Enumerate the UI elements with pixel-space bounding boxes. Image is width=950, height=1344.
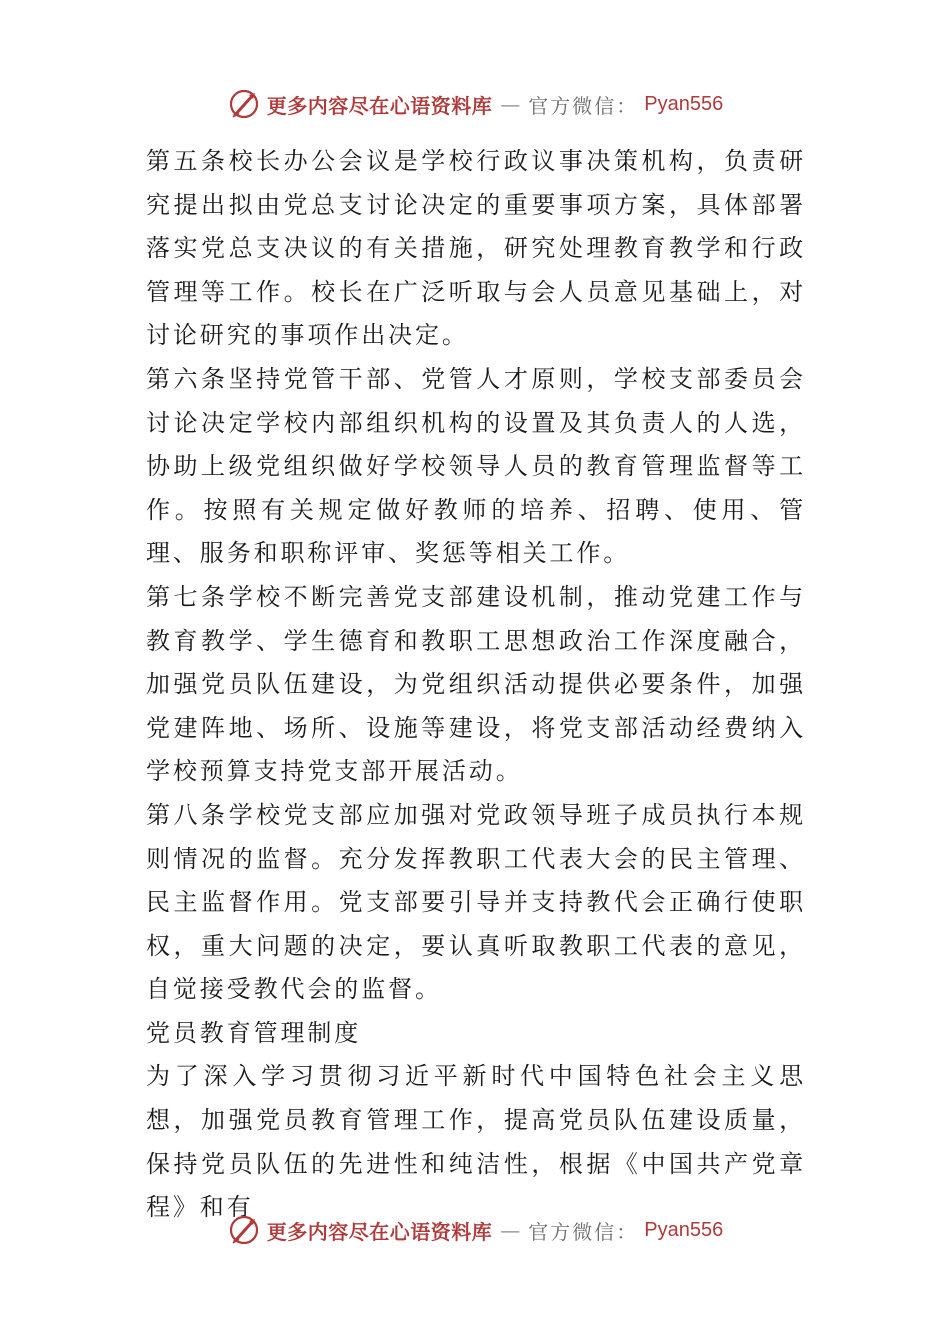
- watermark-brand: 更多内容尽在心语资料库: [266, 93, 493, 118]
- paragraph-article-6: 第六条坚持党管干部、党管人才原则，学校支部委员会讨论决定学校内部组织机构的设置及其负责人的人选，协助上级党组织做好学校领导人员的教育管理监督等工作。按照有关规定做好教师的培养、招聘、使用、管理、服务和职称评审、奖惩等相关工作。: [146, 364, 806, 568]
- watermark-brand: 更多内容尽在心语资料库: [266, 1219, 493, 1244]
- watermark-dash: —: [500, 1218, 521, 1242]
- watermark-label: 官方微信：: [528, 1219, 639, 1244]
- watermark-dash: —: [500, 92, 521, 116]
- paragraph-intro: 为了深入学习贯彻习近平新时代中国特色社会主义思想，加强党员教育管理工作，提高党员队伍建设质量，保持党员队伍的先进性和纯洁性，根据《中国共产党章程》和有: [146, 1062, 806, 1222]
- pen-logo-icon: [227, 87, 261, 121]
- watermark-header: [0, 84, 950, 124]
- section-heading: 党员教育管理制度: [146, 1018, 362, 1047]
- paragraph-article-7: 第七条学校不断完善党支部建设机制，推动党建工作与教育教学、学生德育和教职工思想政治工作深度融合，加强党员队伍建设，为党组织活动提供必要条件，加强党建阵地、场所、设施等建设，将党支部活动经费纳入学校预算支持党支部开展活动。: [146, 582, 806, 786]
- watermark-footer: [0, 1210, 950, 1250]
- watermark-account: Pyan556: [644, 1218, 724, 1241]
- document-body: [146, 140, 806, 1230]
- paragraph-article-8: 第八条学校党支部应加强对党政领导班子成员执行本规则情况的监督。充分发挥教职工代表大会的民主管理、民主监督作用。党支部要引导并支持教代会正确行使职权，重大问题的决定，要认真听取教职工代表的意见，自觉接受教代会的监督。: [146, 800, 806, 1004]
- paragraph-article-5: 第五条校长办公会议是学校行政议事决策机构，负责研究提出拟由党总支讨论决定的重要事项方案，具体部署落实党总支决议的有关措施，研究处理教育教学和行政管理等工作。校长在广泛听取与会人员意见基础上，对讨论研究的事项作出决定。: [146, 147, 806, 350]
- watermark-label: 官方微信：: [528, 93, 639, 118]
- pen-logo-icon: [227, 1213, 261, 1247]
- watermark-account: Pyan556: [644, 92, 724, 115]
